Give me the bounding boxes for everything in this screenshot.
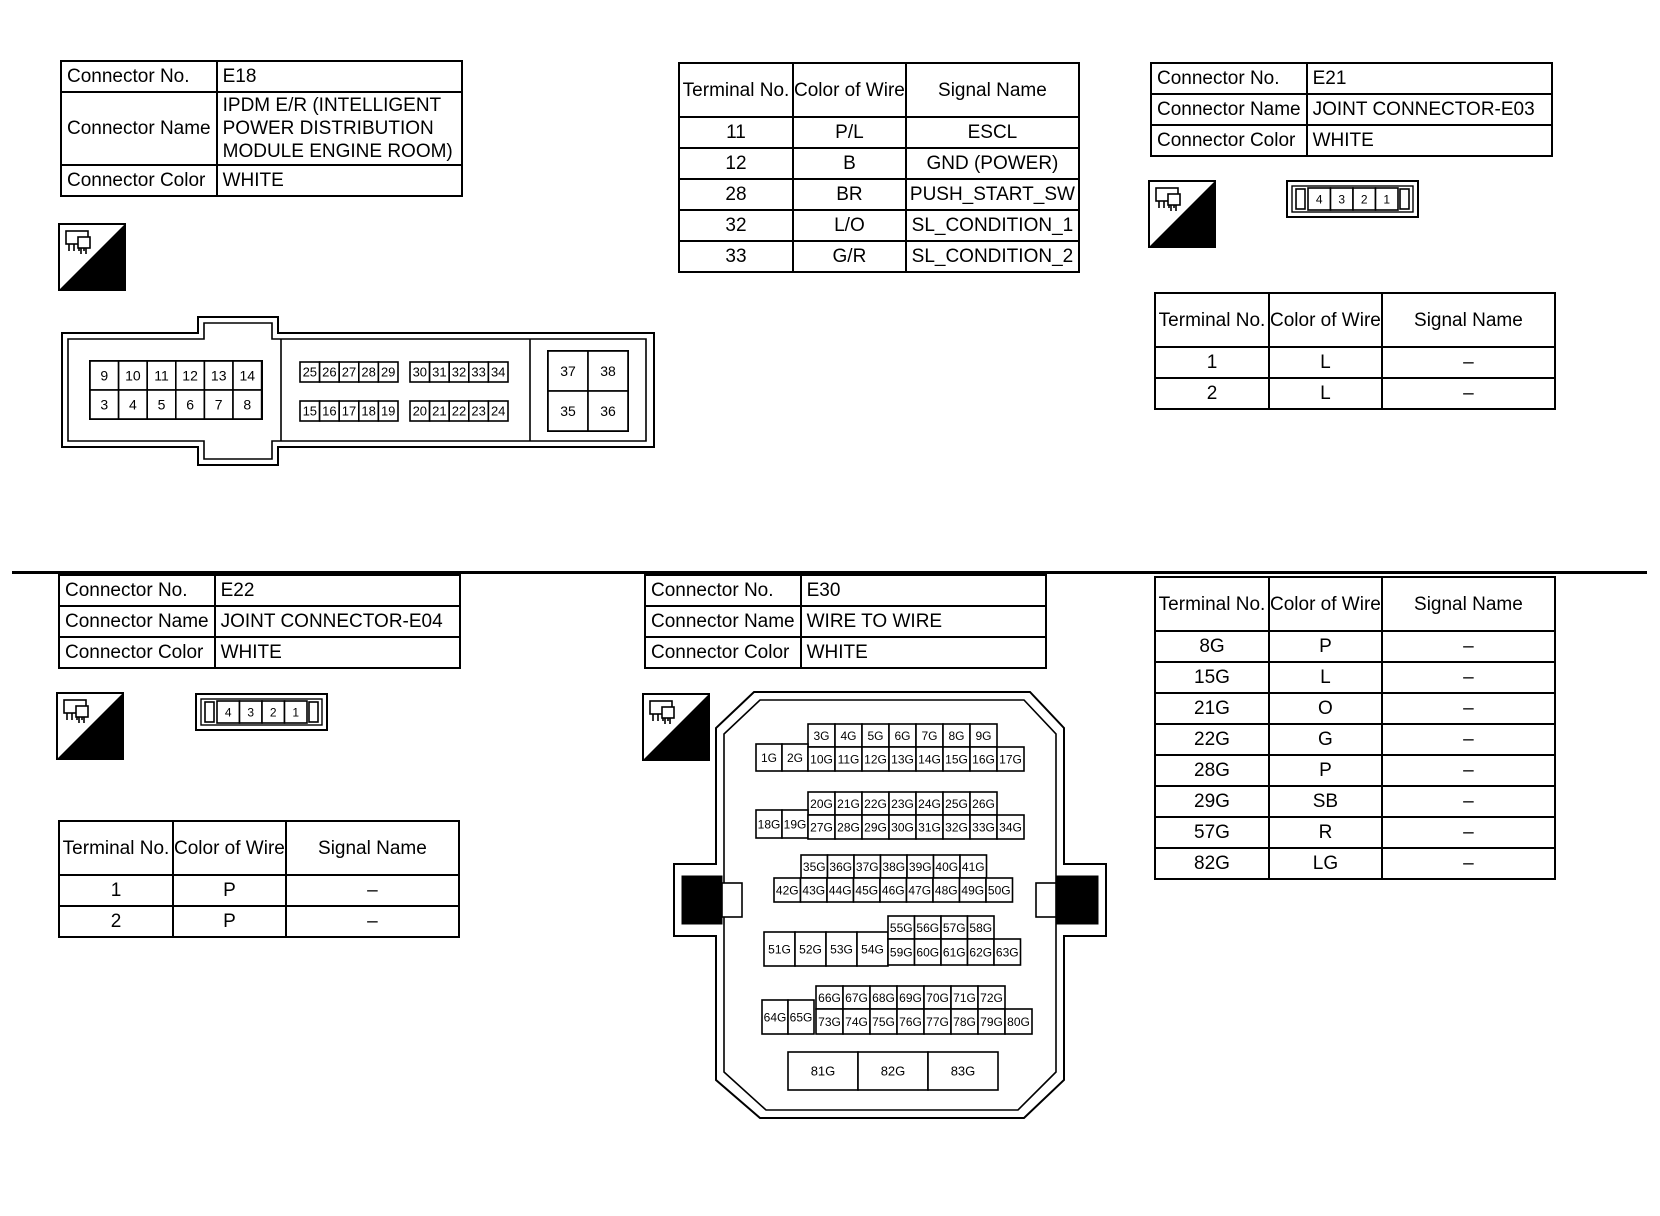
pin-label: 11 xyxy=(154,367,169,384)
wire-color-cell: B xyxy=(793,148,906,179)
pin-label: 7G xyxy=(921,728,938,743)
pin-label: 59G xyxy=(889,945,913,960)
terminal-no-cell: 82G xyxy=(1155,848,1269,879)
connector-color-label: Connector Color xyxy=(59,637,215,668)
connector-name-label: Connector Name xyxy=(645,606,801,637)
pin-label: 4G xyxy=(840,728,857,743)
pin-label: 36G xyxy=(829,859,853,874)
pin-label: 29G xyxy=(864,820,887,835)
pin-label: 39G xyxy=(908,859,932,874)
pin-label: 12G xyxy=(864,752,887,767)
pin-label: 21 xyxy=(432,403,447,419)
connector-color-value: WHITE xyxy=(217,165,462,196)
signal-name-cell: – xyxy=(1382,347,1555,378)
terminal-no-cell: 32 xyxy=(679,210,793,241)
pin-label: 32G xyxy=(945,820,968,835)
e21-terminal-table xyxy=(1154,292,1556,410)
terminal-no-cell: 11 xyxy=(679,117,793,148)
e21-connector-info-table xyxy=(1150,62,1553,157)
pin-label: 1G xyxy=(760,750,778,765)
pin-label: 33G xyxy=(972,820,995,835)
pin-label: 30 xyxy=(412,364,428,380)
pin-label: 36 xyxy=(600,403,616,420)
locking-tab-right xyxy=(1056,876,1098,924)
pin-label: 8G xyxy=(948,728,965,743)
pin-label: 15G xyxy=(945,752,968,767)
pin-label: 24G xyxy=(918,796,941,811)
connector-name-value: IPDM E/R (INTELLIGENT POWER DISTRIBUTION MODULE ENGINE ROOM) xyxy=(217,92,462,165)
connector-no-label: Connector No. xyxy=(1151,63,1307,94)
connector-color-label: Connector Color xyxy=(1151,125,1307,156)
terminal-no-cell: 21G xyxy=(1155,693,1269,724)
connector-name-label: Connector Name xyxy=(59,606,215,637)
pin-label: 16G xyxy=(972,752,995,767)
terminal-row xyxy=(59,875,459,906)
e18-terminal-table xyxy=(678,62,1080,273)
harness-side-icon xyxy=(1148,180,1216,248)
pin-label: 37G xyxy=(855,859,879,874)
e30-connector-info-table xyxy=(644,574,1047,669)
pin-label: 10 xyxy=(125,367,141,384)
hs-label: H.S. xyxy=(77,735,115,756)
locking-slot-right xyxy=(1036,883,1056,917)
locking-tab xyxy=(1296,189,1305,209)
e21-connector-face-diagram xyxy=(1286,180,1419,218)
wire-color-header: Color of Wire xyxy=(173,821,286,875)
signal-name-cell: – xyxy=(1382,662,1555,693)
connector-no-label: Connector No. xyxy=(59,575,215,606)
pin-label: 4 xyxy=(224,705,232,720)
pin-label: 34 xyxy=(490,364,506,380)
pin-label: 6G xyxy=(894,728,911,743)
pin-label: 8 xyxy=(243,396,252,413)
wire-color-cell: L xyxy=(1269,662,1382,693)
signal-name-cell: – xyxy=(1382,848,1555,879)
locking-slot-left xyxy=(722,883,742,917)
wire-color-cell: P xyxy=(173,875,286,906)
signal-name-cell: – xyxy=(286,875,459,906)
pin-label: 23G xyxy=(891,796,914,811)
pin-label: 45G xyxy=(855,883,879,898)
pin-label: 27G xyxy=(810,820,833,835)
terminal-row xyxy=(1155,378,1555,409)
terminal-row xyxy=(679,179,1079,210)
pin-label: 21G xyxy=(837,796,860,811)
pin-label: 74G xyxy=(845,1014,868,1029)
connector-name-value: JOINT CONNECTOR-E03 xyxy=(1307,94,1552,125)
wire-color-cell: P xyxy=(1269,755,1382,786)
connector-no-label: Connector No. xyxy=(645,575,801,606)
pin-label: 53G xyxy=(830,942,853,957)
terminal-row xyxy=(679,148,1079,179)
terminal-row xyxy=(1155,786,1555,817)
pin-label: 54G xyxy=(861,942,884,957)
pin-label: 13G xyxy=(891,752,914,767)
pin-label: 15 xyxy=(302,403,318,419)
wire-color-cell: BR xyxy=(793,179,906,210)
e30-terminal-table xyxy=(1154,576,1556,880)
wire-color-cell: L/O xyxy=(793,210,906,241)
wire-color-cell: P xyxy=(173,906,286,937)
connector-name-label: Connector Name xyxy=(1151,94,1307,125)
terminal-no-cell: 2 xyxy=(1155,378,1269,409)
pin-label: 22G xyxy=(864,796,887,811)
pin-label: 68G xyxy=(872,990,895,1005)
terminal-no-cell: 33 xyxy=(679,241,793,272)
pin-label: 67G xyxy=(845,990,868,1005)
pin-label: 79G xyxy=(980,1014,1003,1029)
pin-label: 47G xyxy=(908,883,932,898)
signal-name-cell: SL_CONDITION_1 xyxy=(906,210,1079,241)
wire-color-cell: O xyxy=(1269,693,1382,724)
terminal-no-header: Terminal No. xyxy=(59,821,173,875)
e22-connector-info-table xyxy=(58,574,461,669)
pin-label: 81G xyxy=(810,1063,836,1079)
wire-color-header: Color of Wire xyxy=(793,63,906,117)
pin-label: 26 xyxy=(322,364,337,380)
pin-label: 60G xyxy=(916,945,940,960)
connector-color-value: WHITE xyxy=(1307,125,1552,156)
terminal-no-cell: 1 xyxy=(59,875,173,906)
pin-label: 56G xyxy=(916,920,940,935)
wire-color-cell: L xyxy=(1269,378,1382,409)
terminal-no-cell: 57G xyxy=(1155,817,1269,848)
terminal-row xyxy=(1155,693,1555,724)
pin-label: 82G xyxy=(880,1063,906,1079)
pin-label: 42G xyxy=(775,883,799,898)
pin-label: 40G xyxy=(935,859,959,874)
pin-label: 12 xyxy=(182,367,198,384)
pin-label: 9G xyxy=(975,728,992,743)
pin-label: 10G xyxy=(810,752,833,767)
connector-no-label: Connector No. xyxy=(61,61,217,92)
terminal-no-cell: 15G xyxy=(1155,662,1269,693)
locking-tab xyxy=(205,702,214,722)
pin-label: 41G xyxy=(961,859,985,874)
pin-label: 43G xyxy=(802,883,826,898)
wire-color-cell: P/L xyxy=(793,117,906,148)
pin-label: 11G xyxy=(837,752,860,767)
signal-name-header: Signal Name xyxy=(286,821,459,875)
pin-label: 65G xyxy=(789,1010,813,1025)
terminal-row xyxy=(1155,724,1555,755)
pin-label: 3 xyxy=(100,396,109,413)
pin-label: 5 xyxy=(157,396,166,413)
signal-name-header: Signal Name xyxy=(1382,577,1555,631)
signal-name-cell: SL_CONDITION_2 xyxy=(906,241,1079,272)
pin-label: 24 xyxy=(490,403,506,419)
pin-label: 19 xyxy=(380,403,396,419)
signal-name-cell: – xyxy=(1382,786,1555,817)
pin-label: 55G xyxy=(889,920,913,935)
pin-label: 22 xyxy=(451,403,467,419)
pin-label: 2G xyxy=(786,750,804,765)
connector-name-value: JOINT CONNECTOR-E04 xyxy=(215,606,460,637)
pin-label: 76G xyxy=(899,1014,922,1029)
pin-label: 51G xyxy=(768,942,791,957)
terminal-no-cell: 29G xyxy=(1155,786,1269,817)
pin-label: 71G xyxy=(953,990,976,1005)
pin-label: 5G xyxy=(867,728,884,743)
pin-label: 37 xyxy=(560,363,576,380)
terminal-no-cell: 1 xyxy=(1155,347,1269,378)
pin-label: 62G xyxy=(969,945,993,960)
connector-no-value: E21 xyxy=(1307,63,1552,94)
pin-label: 9 xyxy=(100,367,109,384)
e22-connector-face-diagram xyxy=(195,693,328,731)
wire-color-cell: G/R xyxy=(793,241,906,272)
pin-label: 77G xyxy=(926,1014,949,1029)
signal-name-header: Signal Name xyxy=(1382,293,1555,347)
wire-color-cell: L xyxy=(1269,347,1382,378)
pin-label: 28G xyxy=(837,820,860,835)
pin-label: 2 xyxy=(269,705,277,720)
wire-color-header: Color of Wire xyxy=(1269,293,1382,347)
wire-color-cell: LG xyxy=(1269,848,1382,879)
pin-label: 78G xyxy=(953,1014,976,1029)
terminal-no-cell: 28G xyxy=(1155,755,1269,786)
pin-label: 30G xyxy=(891,820,914,835)
pin-label: 58G xyxy=(969,920,993,935)
hs-label: H.S. xyxy=(79,266,117,287)
pin-label: 2 xyxy=(1360,192,1368,207)
pin-label: 19G xyxy=(783,817,807,832)
wire-color-cell: P xyxy=(1269,631,1382,662)
signal-name-cell: PUSH_START_SW xyxy=(906,179,1079,210)
pin-label: 14G xyxy=(918,752,941,767)
pin-label: 13 xyxy=(210,367,227,384)
pin-label: 57G xyxy=(942,920,966,935)
pin-label: 17 xyxy=(341,403,357,419)
pin-label: 69G xyxy=(899,990,922,1005)
pin-label: 29 xyxy=(380,364,396,380)
connector-no-value: E18 xyxy=(217,61,462,92)
pin-label: 63G xyxy=(995,945,1019,960)
terminal-no-header: Terminal No. xyxy=(1155,577,1269,631)
pin-label: 50G xyxy=(987,883,1011,898)
pin-label: 34G xyxy=(999,820,1022,835)
harness-side-icon xyxy=(56,692,124,760)
pin-label: 46G xyxy=(881,883,905,898)
pin-label: 73G xyxy=(818,1014,841,1029)
terminal-row xyxy=(59,906,459,937)
connector-color-value: WHITE xyxy=(801,637,1046,668)
signal-name-cell: – xyxy=(1382,724,1555,755)
pin-label: 25G xyxy=(945,796,968,811)
pin-label: 4 xyxy=(129,396,137,413)
pin-label: 3G xyxy=(813,728,830,743)
pin-label: 4 xyxy=(1315,192,1323,207)
pin-label: 64G xyxy=(763,1010,787,1025)
hs-label: H.S. xyxy=(1169,223,1207,244)
terminal-no-header: Terminal No. xyxy=(1155,293,1269,347)
signal-name-cell: – xyxy=(286,906,459,937)
connector-color-label: Connector Color xyxy=(645,637,801,668)
locking-tab xyxy=(309,702,318,722)
pin-label: 20G xyxy=(810,796,833,811)
pin-label: 23 xyxy=(471,403,486,419)
e22-terminal-table xyxy=(58,820,460,938)
pin-label: 20 xyxy=(412,403,428,419)
signal-name-cell: ESCL xyxy=(906,117,1079,148)
signal-name-cell: – xyxy=(1382,693,1555,724)
pin-label: 18G xyxy=(757,817,781,832)
pin-label: 52G xyxy=(799,942,822,957)
pin-label: 32 xyxy=(451,364,467,380)
terminal-row xyxy=(679,210,1079,241)
e18-connector-info-table xyxy=(60,60,463,197)
pin-label: 38 xyxy=(600,363,616,380)
pin-label: 49G xyxy=(961,883,985,898)
e30-connector-face-diagram xyxy=(672,690,1112,1120)
pin-label: 27 xyxy=(341,364,357,380)
pin-label: 7 xyxy=(214,396,223,413)
connector-color-label: Connector Color xyxy=(61,165,217,196)
pin-label: 6 xyxy=(186,396,194,413)
pin-label: 3 xyxy=(247,705,255,720)
pin-label: 17G xyxy=(999,752,1022,767)
terminal-row xyxy=(1155,347,1555,378)
pin-label: 31 xyxy=(432,364,447,380)
pin-label: 38G xyxy=(882,859,906,874)
terminal-row xyxy=(679,117,1079,148)
signal-name-cell: – xyxy=(1382,378,1555,409)
pin-label: 31G xyxy=(918,820,941,835)
terminal-row xyxy=(1155,755,1555,786)
terminal-no-cell: 8G xyxy=(1155,631,1269,662)
pin-label: 48G xyxy=(934,883,958,898)
pin-label: 44G xyxy=(828,883,852,898)
pin-label: 83G xyxy=(950,1063,976,1079)
signal-name-cell: GND (POWER) xyxy=(906,148,1079,179)
connector-name-label: Connector Name xyxy=(61,92,217,165)
pin-label: 16 xyxy=(322,403,337,419)
signal-name-cell: – xyxy=(1382,755,1555,786)
pin-label: 28 xyxy=(361,364,376,380)
signal-name-cell: – xyxy=(1382,631,1555,662)
e18-connector-face-diagram xyxy=(60,315,656,467)
wire-color-cell: G xyxy=(1269,724,1382,755)
pin-label: 70G xyxy=(926,990,949,1005)
connector-color-value: WHITE xyxy=(215,637,460,668)
pin-label: 72G xyxy=(980,990,1003,1005)
terminal-row xyxy=(1155,662,1555,693)
terminal-row xyxy=(679,241,1079,272)
connector-no-value: E22 xyxy=(215,575,460,606)
terminal-row xyxy=(1155,631,1555,662)
pin-label: 80G xyxy=(1007,1014,1030,1029)
harness-side-icon xyxy=(58,223,126,291)
pin-label: 1 xyxy=(292,705,300,720)
pin-label: 33 xyxy=(471,364,486,380)
terminal-no-cell: 28 xyxy=(679,179,793,210)
pin-label: 25 xyxy=(302,364,318,380)
pin-label: 75G xyxy=(872,1014,895,1029)
pin-label: 14 xyxy=(239,367,256,384)
terminal-no-header: Terminal No. xyxy=(679,63,793,117)
pin-label: 61G xyxy=(942,945,966,960)
signal-name-cell: – xyxy=(1382,817,1555,848)
pin-label: 18 xyxy=(361,403,376,419)
wire-color-cell: SB xyxy=(1269,786,1382,817)
signal-name-header: Signal Name xyxy=(906,63,1079,117)
terminal-no-cell: 2 xyxy=(59,906,173,937)
locking-tab xyxy=(1400,189,1409,209)
wire-color-header: Color of Wire xyxy=(1269,577,1382,631)
pin-label: 3 xyxy=(1338,192,1346,207)
pin-label: 35 xyxy=(560,403,576,420)
terminal-row xyxy=(1155,817,1555,848)
wire-color-cell: R xyxy=(1269,817,1382,848)
hs-label: H.S. xyxy=(663,736,701,757)
terminal-no-cell: 22G xyxy=(1155,724,1269,755)
pin-label: 35G xyxy=(802,859,826,874)
connector-no-value: E30 xyxy=(801,575,1046,606)
pin-label: 26G xyxy=(972,796,995,811)
pin-label: 66G xyxy=(818,990,841,1005)
terminal-no-cell: 12 xyxy=(679,148,793,179)
connector-name-value: WIRE TO WIRE xyxy=(801,606,1046,637)
pin-label: 1 xyxy=(1383,192,1391,207)
locking-tab-left xyxy=(682,876,722,924)
terminal-row xyxy=(1155,848,1555,879)
